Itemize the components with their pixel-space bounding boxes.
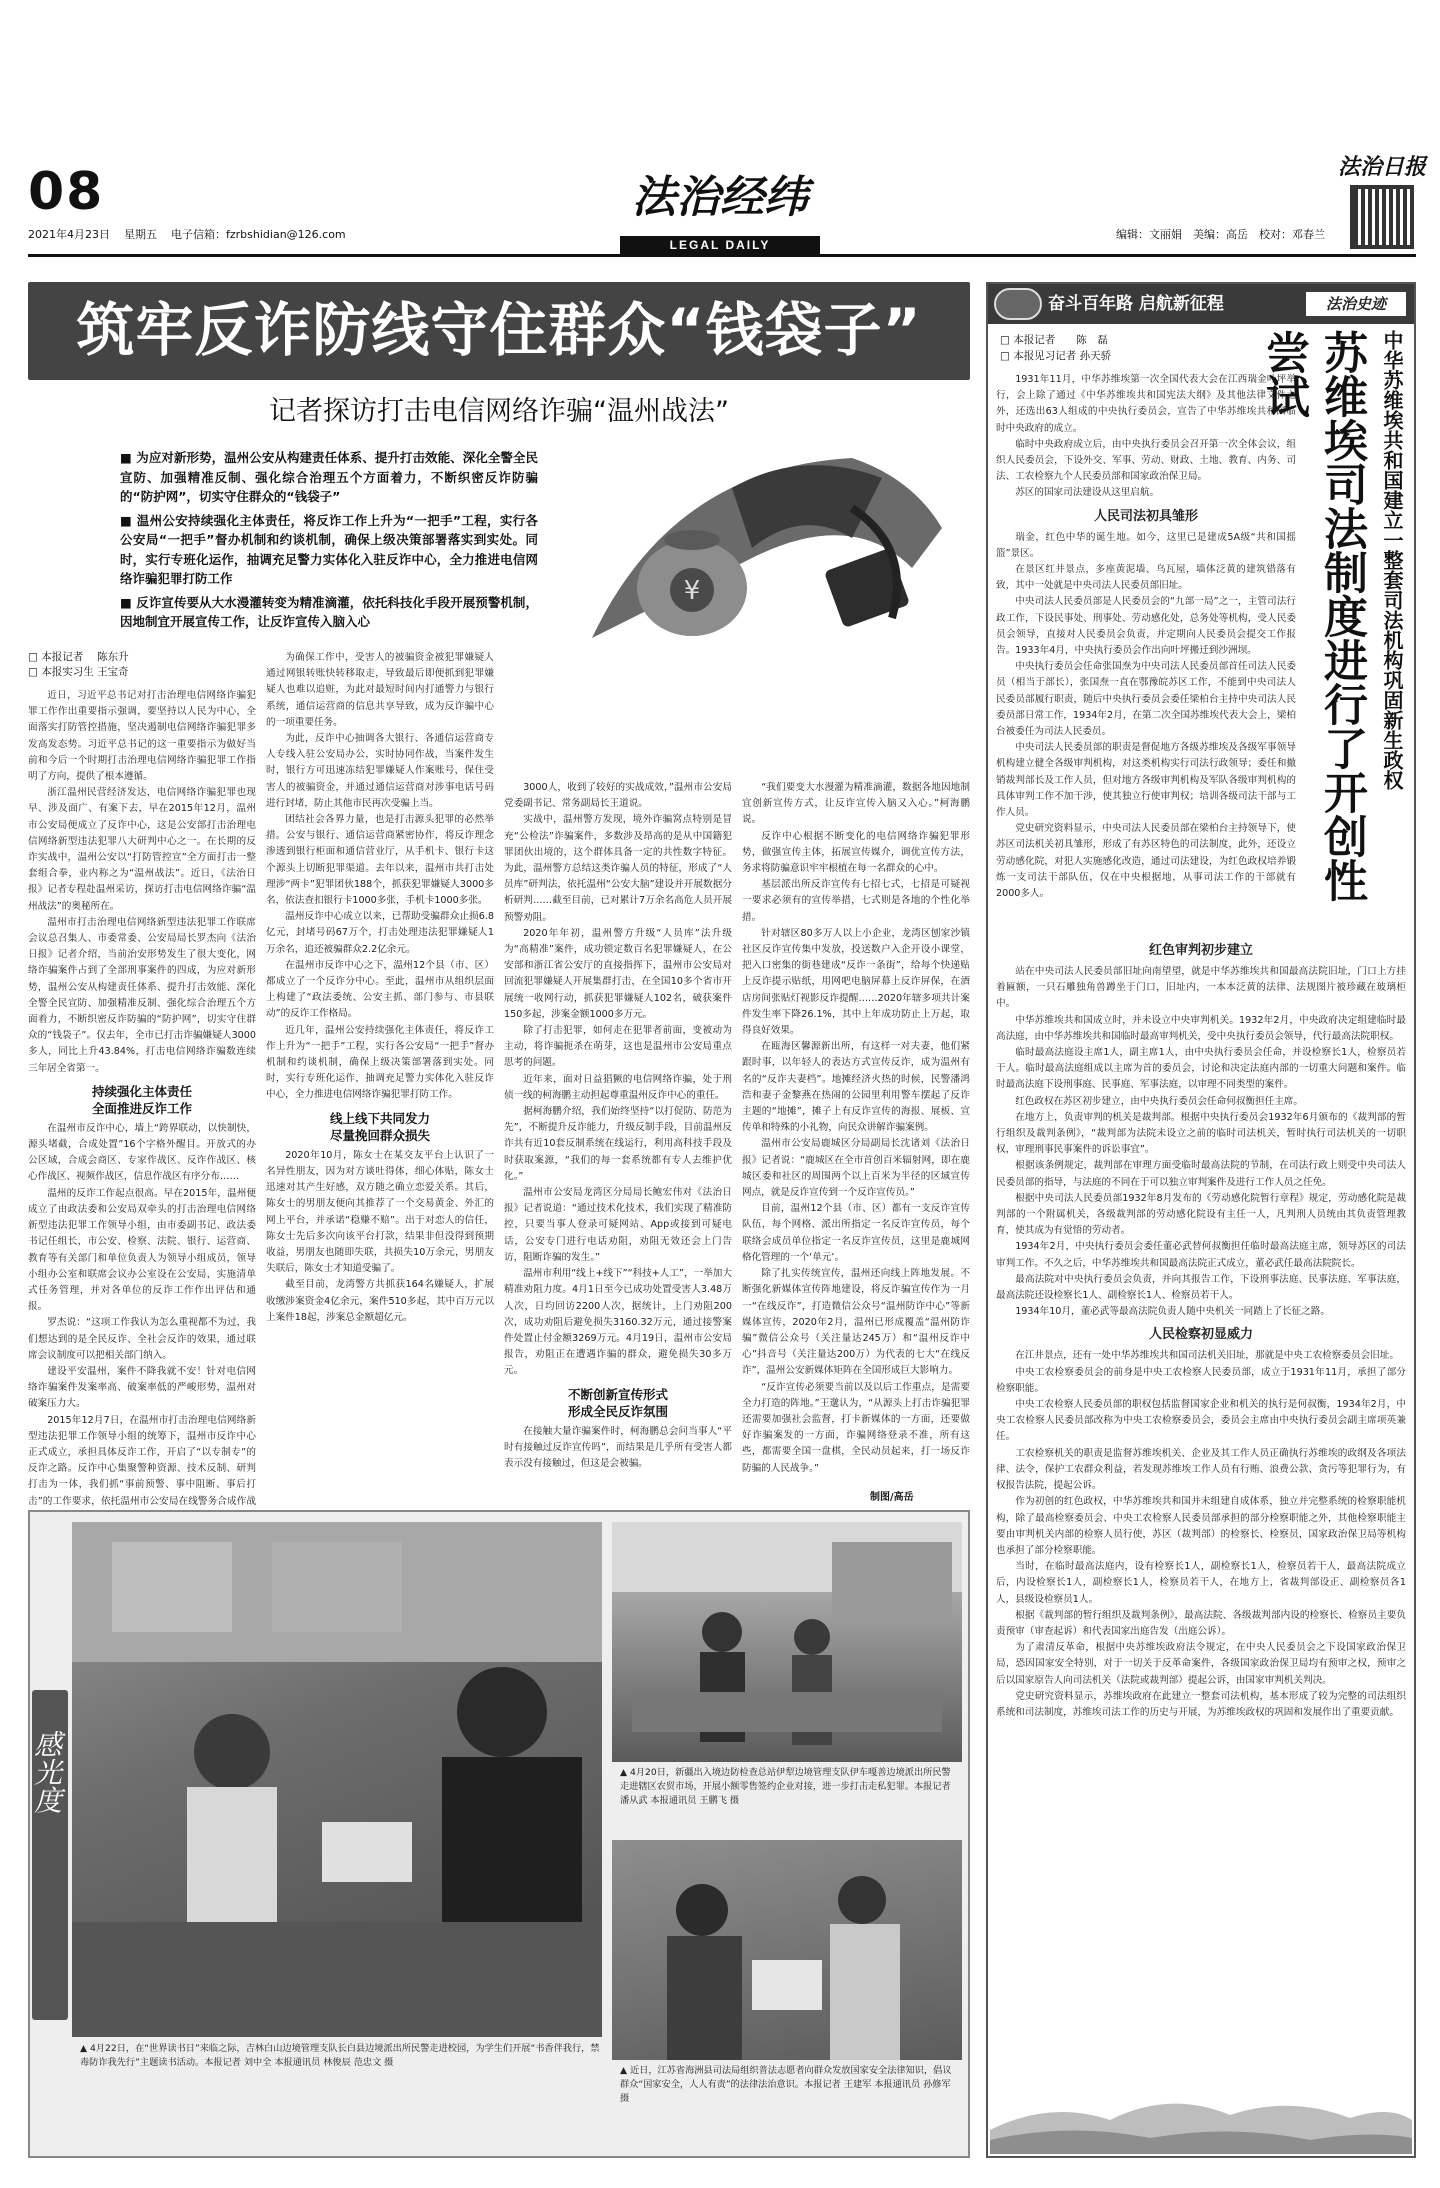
paragraph: 基层派出所反诈宣传有七招七式，七招是可疑视一要求必须有的宣传举措，七式则是各地的个性化举措。 <box>742 879 970 923</box>
summary-item: ■ 温州公安持续强化主体责任，将反诈工作上升为“一把手”工程，实行各公安局“一把手”督办机制和约谈机制，确保上级决策部署落实到实处。同时，实行专班化运作，抽调充足警力实体化入驻反诈中心，全力推进电信网络诈骗犯罪打防工作 <box>120 512 538 586</box>
paragraph: 在接触大量诈骗案件时，柯海鹏总会问当事人“平时有接触过反诈宣传吗”，而结果是几乎所有受害人都表示没有接触过，但这是会被骗。 <box>504 1425 732 1469</box>
article-column-2 <box>266 650 494 1500</box>
paragraph: 瑞金，红色中华的诞生地。如今，这里已是建成5A级“共和国摇篮”景区。 <box>996 531 1296 559</box>
paragraph: 最高法院对中央执行委员会负责，并向其报告工作，下设刑事法庭、民事法庭、军事法庭，最高法院还设检察长1人、副检察长1人、检察员若干人。 <box>996 1273 1406 1302</box>
byline-trainee: □ 本报见习记者 孙天骄 <box>1000 350 1112 362</box>
paragraph: 站在中央司法人民委员部旧址向南望望，就是中华苏维埃共和国最高法院旧址，门口上方挂着匾额，一只石雕独角兽蹲坐于门口，旧址内，一本本泛黄的法律、法规图片被珍藏在玻璃柜中。 <box>996 966 1406 1010</box>
paragraph: 作为初创的红色政权，中华苏维埃共和国并未组建自成体系，独立并完整系统的检察职能机构，除了最高检察委员会、中央工农检察人民委员部承担的部分检察职能之外，其他检察职能主要由审判机关内部的检察人员行使，苏区（裁判部）的检察长、检察员，国家政治保卫局等机构也承担了部分检察职能。 <box>996 1496 1406 1556</box>
paragraph: 截至目前，龙湾警方共抓获164名嫌疑人，扩展收缴涉案资金4亿余元，案件510多起，其中百万元以上案件18起，涉案总金额超亿元。 <box>266 1279 494 1323</box>
side-banner-title: 奋斗百年路 启航新征程 <box>1048 294 1224 314</box>
photo-school-reading <box>72 1522 602 2037</box>
paragraph: “反诈宣传必须要当前以及以后工作重点，是需要全力打造的阵地。”王邈认为，“从源头上打击诈骗犯罪还需要加强社会监督，打卡新媒体的一方面，还要做好诈骗案发的一方面，诈骗网络登录不准，所有这些，都需要全国一盘棋，全民动员起来，打一场反诈防骗的人民战争。” <box>742 1381 970 1474</box>
centenary-logo-icon <box>994 288 1042 320</box>
paragraph: 临时最高法庭设主席1人，副主席1人，由中央执行委员会任命，并设检察长1人，检察员若干人。临时最高法庭组成以主席为首的委员会，讨论和决定法庭内部的一切重大问题和案件。临时最高法庭下设刑事庭、民事庭、军事法庭，以审理不同类型的案件。 <box>996 1047 1406 1091</box>
paragraph: 根据中央司法人民委员部1932年8月发布的《劳动感化院暂行章程》规定，劳动感化院是裁判部的一个附属机关，各级裁判部的劳动感化院设有主任一人，凡判刑人员统由其负责管理教育，使其成为有觉悟的劳动者。 <box>996 1192 1406 1237</box>
paragraph: 2020年年初，温州警方升级“人员库”法升级为“高精准”案件，成功锁定数百名犯罪嫌疑人，在公安部和浙江省公安厅的直接指挥下，温州市公安局对回流犯罪嫌疑人开展集群打击，在全国10多个省市开展统一收网行动，抓获犯罪嫌疑人102名，破获案件150多起，涉案金额1000多万元。 <box>504 927 732 1020</box>
paragraph: 中央执行委员会任命张国焘为中央司法人民委员部首任司法人民委员（相当于部长），张国焘一直在鄂豫皖苏区工作，不能到中央司法人民委员部履行职责，随后中央执行委员会委任梁柏台主持中央司法人民委员部日常工作，1934年2月，在第二次全国苏维埃代表大会上，梁柏台被委任为司法人民委员。 <box>996 661 1296 738</box>
paragraph: 温州市公安局龙湾区分局局长鲍宏伟对《法治日报》记者说道：“通过技术化技术，我们实现了精准防控，只要当事人登录可疑网站、App或接到可疑电话，公安专门进行电话劝阻，劝阻无效还会上门告访，阻断诈骗的发生。” <box>504 1187 732 1263</box>
paragraph: 根据《裁判部的暂行组织及裁判条例》，最高法院、各级裁判部内设的检察长、检察员主要负责预审（审查起诉）和代表国家出庭告发（出庭公诉）。 <box>996 1609 1406 1637</box>
section-subhead: 人民司法初具雏形 <box>1093 508 1198 524</box>
photo-caption: ▲ 近日，江苏省海洲县司法局组织普法志愿者向群众发放国家安全法律知识，倡议群众“国家安全，人人有责”的法律法治意识。本报记者 王建军 本报通讯员 孙修军 摄 <box>620 2065 952 2104</box>
graphic-credit: 制图/高岳 <box>870 1492 914 1503</box>
photo-market-outreach <box>612 1522 962 1762</box>
summary-item: ■ 反诈宣传要从大水漫灌转变为精准滴灌，依托科技化手段开展预警机制，因地制宜开展宣传工作，让反诈宣传入脑入心 <box>120 594 538 629</box>
paragraph: 党史研究资料显示，中央司法人民委员部在梁柏台主持领导下，使苏区司法机关初具雏形，形成了有苏区特色的司法制度，此外，还设立劳动感化院，对犯人实施感化改造，通过司法建设，为红色政权培养锻炼一支司法干部队伍，仅在中央根据地，从事司法工作的干部就有2000多人。 <box>996 823 1296 900</box>
side-kicker: 中华苏维埃共和国建立一整套司法机构巩固新生政权 <box>1380 330 1404 790</box>
section-subhead: 持续强化主体责任 全面推进反诈工作 <box>91 1083 192 1116</box>
paragraph: 近日，习近平总书记对打击治理电信网络诈骗犯罪工作作出重要指示强调，要坚持以人民为中心，全面落实打防管控措施，坚决遏制电信网络诈骗犯罪多发高发态势。习近平总书记的这一重要指示为做好当前和今后一个时期打击治理电信网络诈骗犯罪工作指明了方向，提供了根本遵循。 <box>28 690 256 783</box>
paragraph: 2015年12月7日，在温州市打击治理电信网络新型违法犯罪工作领导小组的统筹下，温州市反诈中心正式成立，承担具体反诈工作，开启了“以专制专”的反诈之路。反诈中心集聚警种资源、技术反制、研判打击为一体，我们抓“事前预警、事中阻断、事后打击”的工作要求，依托温州市公安局在线警务合成作战 <box>28 1414 256 1507</box>
svg-text:¥: ¥ <box>683 576 701 606</box>
date-line <box>28 228 346 242</box>
issue-weekday: 星期五 <box>124 228 157 241</box>
paragraph: 温州市打击治理电信网络新型违法犯罪工作联席会议总召集人、市委常委、公安局局长罗杰向《法治日报》记者介绍，当前治安形势发生了很大变化，网络诈骗案件占到了全部刑事案件的四成，为应对新形势，温州公安从构建责任体系、提升打击效能、深化全警全民宣防、加强精准反制、强化综合治理五个方面着力，不断织密反诈防骗的“防护网”，切实守住群众的“钱袋子”。仅去年，全市已打击诈骗嫌疑人3000多人，同比上升43.84%，打击电信网络诈骗数连续三年居全省第一。 <box>28 916 256 1074</box>
paragraph: 温州市利用“线上+线下”“科技+人工”，一举加大精准劝阻力度。4月1日至今已成功处置受害人3.48万人次，日均回访2200人次，据统计，上门劝阻200次，成功劝阻后避免损失3160.32万元，通过接警案件处置止付金额3269万元。4月19日，温州市公安局报告，劝阻正在遭遇诈骗的群众，避免损失30多万元。 <box>504 1268 732 1377</box>
paragraph: 苏区的国家司法建设从这里启航。 <box>1015 487 1160 499</box>
paragraph: 中央工农检察委员会的前身是中央工农检察人民委员部，成立于1931年11月，承担了部分检察职能。 <box>996 1366 1406 1394</box>
paragraph: 当时，在临时最高法庭内，设有检察长1人，副检察长1人，检察员若干人，最高法院成立后，内设检察长1人，副检察长1人，检察员若干人，在地方上，省裁判部设正、副检察员各1人，县级设检察员1人。 <box>996 1561 1406 1605</box>
paragraph: 在江井景点，还有一处中华苏维埃共和国司法机关旧址，那就是中央工农检察委员会旧址。 <box>1015 1350 1399 1362</box>
paragraph: 2020年10月，陈女士在某交友平台上认识了一名异性朋友，因为对方谈吐得体，细心体贴，陈女士迅速对其产生好感，双方随之确立恋爱关系。其后，陈女士的男朋友便向其推荐了一个交易黄金、外汇的网上平台，并承诺“稳赚不赔”。出于对恋人的信任，陈女士先后多次向该平台打款，结果非但没得到预期收益，男朋友也随即失联，共损失10万余元，男朋友失联后，陈女士才知道受骗了。 <box>266 1149 494 1275</box>
photo-caption: ▲ 4月20日，新疆出入境边防检查总站伊犁边境管理支队伊车嘎善边境派出所民警走进辖区农贸市场，开展小额零售签约企业对接，进一步打击走私犯罪。本报记者 潘从武 本报通讯员 王鹏飞 摄 <box>620 1767 951 1806</box>
article-byline <box>28 650 256 680</box>
paragraph: 近年来，面对日益猖獗的电信网络诈骗，处于刑侦一线的柯海鹏主动担起尊重温州反诈中心的重任。 <box>504 1073 732 1101</box>
byline-reporter: □ 本报记者 陈 磊 <box>1000 334 1108 346</box>
article-column-1 <box>28 650 256 1507</box>
paragraph: 党史研究资料显示，苏维埃政府在此建立一整套司法机构，基本形成了较为完整的司法组织系统和司法制度，苏维埃司法工作的历史与开展，为苏维埃政权的巩固和发展作出了重要贡献。 <box>996 1690 1406 1718</box>
photo-section-title: 感光度 <box>30 1730 63 1814</box>
paragraph: 反诈中心根据不断变化的电信网络诈骗犯罪形势，做强宣传主体，拓展宣传媒介，调优宣传方法，务求将防骗意识牢牢根植在每一名群众的心中。 <box>742 830 970 875</box>
issue-date: 2021年4月23日 <box>28 228 110 241</box>
section-english: LEGAL DAILY <box>669 238 771 252</box>
paragraph: 除了扎实传统宣传，温州还向线上阵地发展。不断强化新媒体宣传阵地建设，将反诈骗宣传作为一月一“在线反诈”，打造微信公众号“温州防诈中心”等新媒体宣传，2020年2月，温州已形成覆盖“温州防诈骗”微信公众号（关注量达245万）和“温州反诈中心”抖音号（关注量达200万）为代表的七大“在线反诈”，温州公安新媒体矩阵在全国形成巨大影响力。 <box>742 1268 970 1377</box>
paragraph: 在温州市反诈中心之下，温州12个县（市、区）都成立了一个反诈分中心。至此，温州市从组织层面上构建了“政法委统、公安主抓、部门参与、市县联动”的反诈工作格局。 <box>266 959 494 1020</box>
email-label: 电子信箱： <box>171 228 226 241</box>
paragraph: 在地方上，负责审判的机关是裁判部。根据中央执行委员会1932年6月颁布的《裁判部的暂行组织及裁判条例》，“裁判部为法院未设立之前的临时司法机关，暂时执行司法机关的一切职权，审理刑事民事案件的诉讼事宜”。 <box>996 1111 1406 1156</box>
paragraph: 1931年11月，中华苏维埃第一次全国代表大会在江西瑞金叶坪举行，会上除了通过《中华苏维埃共和国宪法大纲》及其他法律文件之外，还选出63人组成的中央执行委员会，宣告了中华苏维埃共和国临时中央政府的成立。 <box>996 374 1296 434</box>
section-subhead: 线上线下共同发力 尽量挽回群众损失 <box>329 1110 430 1143</box>
paragraph: 在瓯海区馨源新出所，有这样一对夫妻，他们紧跟时事，以年轻人的表达方式宣传反诈，成为温州有名的“反诈夫妻档”。地摊经济火热的时候，民警潘鸿浩和妻子金黎燕在热闹的公园里利用警车摆起了反诈主题的“地摊”，摊子上有反诈宣传的海报、展板、宣传单和特殊的小礼物，向民众讲解诈骗案例。 <box>742 1041 970 1134</box>
paragraph: 团结社会各界力量，也是打击源头犯罪的必然举措。公安与银行、通信运营商紧密协作，将反诈理念渗透到银行柜面和通信营业厅，从手机卡、银行卡这个源头上切断犯罪渠道。去年以来，温州市共打击处理涉“两卡”犯罪团伙188个，抓获犯罪嫌疑人3000多名，依法查扣银行卡1000多张，手机卡1000多张。 <box>266 814 494 907</box>
paragraph: 近几年，温州公安持续强化主体责任，将反诈工作上升为“一把手”工程，实行各公安局“一把手”督办机制和约谈机制，确保上级决策部署落到实处。同时，实行专班化运作，抽调充足警力实体化入驻反诈中心，全力推进电信网络诈骗犯罪打防工作。 <box>266 1024 494 1101</box>
article-headline: 筑牢反诈防线守住群众“钱袋子” <box>76 296 922 364</box>
paragraph: 红色政权在苏区初步建立，由中央执行委员会任命何叔衡担任主席。 <box>1015 1095 1303 1107</box>
paragraph: 根据该条例规定，裁判部在审理方面受临时最高法院的节制，在司法行政上则受中央司法人民委员部的指导，与法庭的不同在于可以独立审判案件及进行工作人员之任免。 <box>996 1160 1406 1188</box>
side-headline: 苏维埃司法制度进行了开创性尝试 <box>1258 330 1367 902</box>
paragraph: 针对辖区80多万人以上小企业，龙湾区刨家沙镇社区反诈宣传集中发放，投送数户入企开设小课堂，把入口密集的街巷建成“反诈一条街”，给每个快递贴上反诈提示贴纸，用网吧电脑屏幕上反诈屏保，在酒店房间张贴灯视影反诈提醒……2020年辖多项共计案件发生率下降26.1%，其中上年成功防止上万起，取得良好效果。 <box>742 927 970 1037</box>
article-subheadline: 记者探访打击电信网络诈骗“温州战法” <box>269 396 729 427</box>
side-column-wide <box>996 936 1406 2076</box>
article-column-3 <box>504 780 732 1500</box>
paragraph: 在温州市反诈中心，墙上“跨界联动，以快制快，源头堵截，合成处置”16个字格外醒目。开放式的办公区域，合成会商区、专家作战区、反诈作战区、核心作战区、视频作战区，信息作战区有序分布…… <box>28 1122 256 1183</box>
paragraph: 中华苏维埃共和国成立时，并未设立中央审判机关。1932年2月，中央政府决定组建临时最高法庭，由中华苏维埃共和国临时最高审判机关，受中央执行委员会领导，代行最高法院职权。 <box>996 1014 1406 1042</box>
paragraph: 为确保工作中，受害人的被骗资金被犯罪嫌疑人通过网银转账快转移取走，导致最后即便抓到犯罪嫌疑人也难以追赃，为此对最短时间内打通警力与银行系统，通信运营商的信息共享导致，成为反诈骗中心的一项重要任务。 <box>266 652 494 728</box>
summary-item: ■ 为应对新形势，温州公安从构建责任体系、提升打击效能、深化全警全民宣防、加强精准反制、强化综合治理五个方面着力，不断织密反诈防骗的“防护网”，切实守住群众的“钱袋子” <box>120 450 538 504</box>
paragraph: 建设平安温州，案件不降我就不安！针对电信网络诈骗案件发案率高、破案率低的严峻形势，温州对破案压力大。 <box>28 1365 256 1410</box>
section-subhead: 人民检察初显威力 <box>1148 1327 1253 1343</box>
paragraph: 在景区红井景点，多座黄泥墙、乌瓦屋，墙体泛黄的建筑错落有致，其中一处就是中央司法人民委员部旧址。 <box>996 564 1296 592</box>
side-column <box>996 372 1296 932</box>
paragraph: 据柯海鹏介绍，我们始终坚持“以打促防、防范为先”，不断提升反诈能力，升级反制手段，目前温州反诈共有近10套反制系统在线运行，利用高科技手段及时获取案源，“我们的每一套系统都有专人去维护优化。” <box>504 1106 732 1182</box>
editor-credits: 编辑：文丽娟 美编：高岳 校对：邓春兰 <box>1116 228 1325 241</box>
paragraph: 中央司法人民委员部是人民委员会的“九部一局”之一，主管司法行政工作，下设民事处、刑事处、劳动感化处，总务处等机构，受人民委员会领导，直接对人民委员会负责，并定期向人民委员会提交工作报告。1933年4月，中央执行委员会作出向叶坪搬迁到沙洲坝。 <box>996 596 1296 657</box>
paragraph: 目前，温州12个县（市、区）都有一支反诈宣传队伍，每个网格、派出所指定一名反诈宣传员，每个联络会成员单位指定一名反诈宣传员，这里是鹿城网格化管理的一个‘单元’。 <box>742 1203 970 1263</box>
photo-legal-volunteers <box>612 1840 962 2060</box>
paragraph: 中央司法人民委员部的职责是督促地方各级苏维埃及各级军事领导机构建立健全各级审判机构，对这类机构实行司法行政领导；委任和撤销裁判部长及工作人员，但对地方各级审判机构及军队各级审判机构的具体审判工作不加干涉，使其独立行使审判权；培训各级司法干部与工作人员。 <box>996 742 1296 819</box>
section-subhead: 不断创新宣传形式 形成全民反诈氛围 <box>567 1386 668 1419</box>
qr-code <box>1350 185 1414 249</box>
email-address: fzrbshidian@126.com <box>226 228 346 241</box>
paragraph: 除了打击犯罪，如何走在犯罪者前面，变被动为主动，将诈骗扼杀在萌芽，这也是温州市公安局重点思考的问题。 <box>504 1025 732 1069</box>
side-banner-badge: 法治史迹 <box>1306 292 1406 316</box>
paragraph: 浙江温州民营经济发达，电信网络诈骗犯罪也现早、涉及面广、有案下去，早在2015年12月，温州市公安局便成立了反诈中心，这是公安部打击治理电信网络新型违法犯罪八大研判中心之一。在长期的反诈实战中，温州公安以“打防管控宣”全方面打击一整套组合拳，业内称之为“温州战法”。近日，《法治日报》记者专程赴温州采访，探访打击电信网络诈骗“温州战法”的奥秘所在。 <box>28 787 256 912</box>
section-name: 法治经纬 <box>632 172 808 223</box>
paper-logo: 法治日报 <box>1338 154 1427 180</box>
paragraph: 临时中央政府成立后，由中央执行委员会召开第一次全体会议，组织人民委员会，下设外交、军事、劳动、财政、土地、教育、内务、司法、工农检察九个人民委员部和国家政治保卫局。 <box>996 438 1296 483</box>
byline-intern: □ 本报实习生 王宝奇 <box>28 666 129 678</box>
article-column-4 <box>742 780 970 1500</box>
paragraph: 工农检察机关的职责是监督苏维埃机关、企业及其工作人员正确执行苏维埃的政纲及各项法律、法令，保护工农群众利益，若发现苏维埃工作人员有行贿、浪费公款、贪污等犯罪行为，有权报告法院，提起公诉。 <box>996 1447 1406 1492</box>
paragraph: 罗杰说：“这项工作我认为怎么重视都不为过，我们想达到的是全民反诈、全社会反诈的效果，通过联席会议制度可以把相关部门纳入。 <box>28 1317 256 1361</box>
photo-caption: ▲ 4月22日，在“世界读书日”来临之际，吉林白山边境管理支队长白县边境派出所民警走进校园，为学生们开展“书香伴我行，禁毒防诈我先行”主题读书活动。本报记者 刘中全 本报通讯员 林俊辰 范忠文 摄 <box>80 2043 600 2068</box>
paragraph: 为此，反诈中心抽调各大银行、各通信运营商专人专线入驻公安局办公，实时协同作战，当案件发生时，银行方可迅速冻结犯罪嫌疑人作案账号，保住受害人的被骗资金，并通过通信运营商对涉事电话号码进行封堵，防止其他市民再次受骗上当。 <box>266 733 494 809</box>
byline-reporter: □ 本报记者 陈东升 <box>28 651 129 663</box>
paragraph: 1934年2月，中央执行委员会委任董必武替何叔衡担任临时最高法庭主席，领导苏区的司法审判工作。不久之后，中华苏维埃共和国最高法院正式成立，董必武任最高法院院长。 <box>996 1241 1406 1269</box>
paragraph: 为了肃清反革命，根据中央苏维埃政府法令规定，在中央人民委员会之下设国家政治保卫局，恐因国家安全特别，对于一切关于反革命案件，各级国家政治保卫局均有预审之权，预审之后以国家原告人向司法机关（法院或裁判部）提起公诉，由国家审判机关判决。 <box>996 1642 1406 1686</box>
paragraph: 温州的反诈工作起点很高。早在2015年，温州便成立了由政法委和公安局双牵头的打击治理电信网络新型违法犯罪工作领导小组，由市委副书记、政法委书记任组长，市公安、检察、法院、银行、运营商、教育等有关部门和单位负责人为领导小组成员，领导小组办公室和联席会议办公室设在公安局，实施清单式任务管理，并对各单位的反诈工作作出评估和通报。 <box>28 1187 256 1313</box>
masthead-rule <box>28 254 1416 257</box>
article-summary <box>120 448 538 632</box>
paragraph: 温州市公安局鹿城区分局副局长沈诸刘《法治日报》记者说：“鹿城区在全市首创百米辐射网，即在鹿城区委和社区的周围两个以上百米为半径的区域宣传网点，就是反诈宣传到一个反诈宣传员。” <box>742 1138 970 1199</box>
paragraph: 中央工农检察人民委员部的职权包括监督国家企业和机关的执行是何叔衡，1934年2月，中央工农检察人民委员部改称为中央工农检察委员会，委员会主席由中央执行委员会副主席项英兼任。 <box>996 1399 1406 1443</box>
section-subhead: 红色审判初步建立 <box>1148 943 1253 958</box>
page-number: 08 <box>28 162 105 222</box>
paragraph: 实战中，温州警方发现，境外诈骗窝点特别是冒充“公检法”诈骗案件，多数涉及昂高的是从中国籍犯罪团伙出境的，这个群体具备一定的共性数字特征。为此，温州警方总结这类诈骗人员的特征，形成了“人员库”研判法，依托温州“公安大脑”建设并开展数据分析研判……截至目前，已对累计7万余名高危人员开展预警劝阻。 <box>504 814 732 923</box>
paragraph: 1934年10月，董必武等最高法院负责人随中央机关一同踏上了长征之路。 <box>1015 1306 1331 1318</box>
paragraph: “我们要变大水漫灌为精准滴灌，数据各地因地制宜创新宣传方式，让反诈宣传入脑又入心。”柯海鹏说。 <box>742 782 970 826</box>
paragraph: 3000人，收到了较好的实战成效，”温州市公安局党委副书记、常务副局长王道说。 <box>504 782 732 810</box>
anti-fraud-illustration <box>552 448 970 648</box>
landscape-illustration <box>990 2080 1412 2154</box>
paragraph: 温州反诈中心成立以来，已帮助受骗群众止损6.8亿元，封堵号码67万个，打击处理违法犯罪嫌疑人1万余名，追还被骗群众2.2亿余元。 <box>266 911 494 955</box>
